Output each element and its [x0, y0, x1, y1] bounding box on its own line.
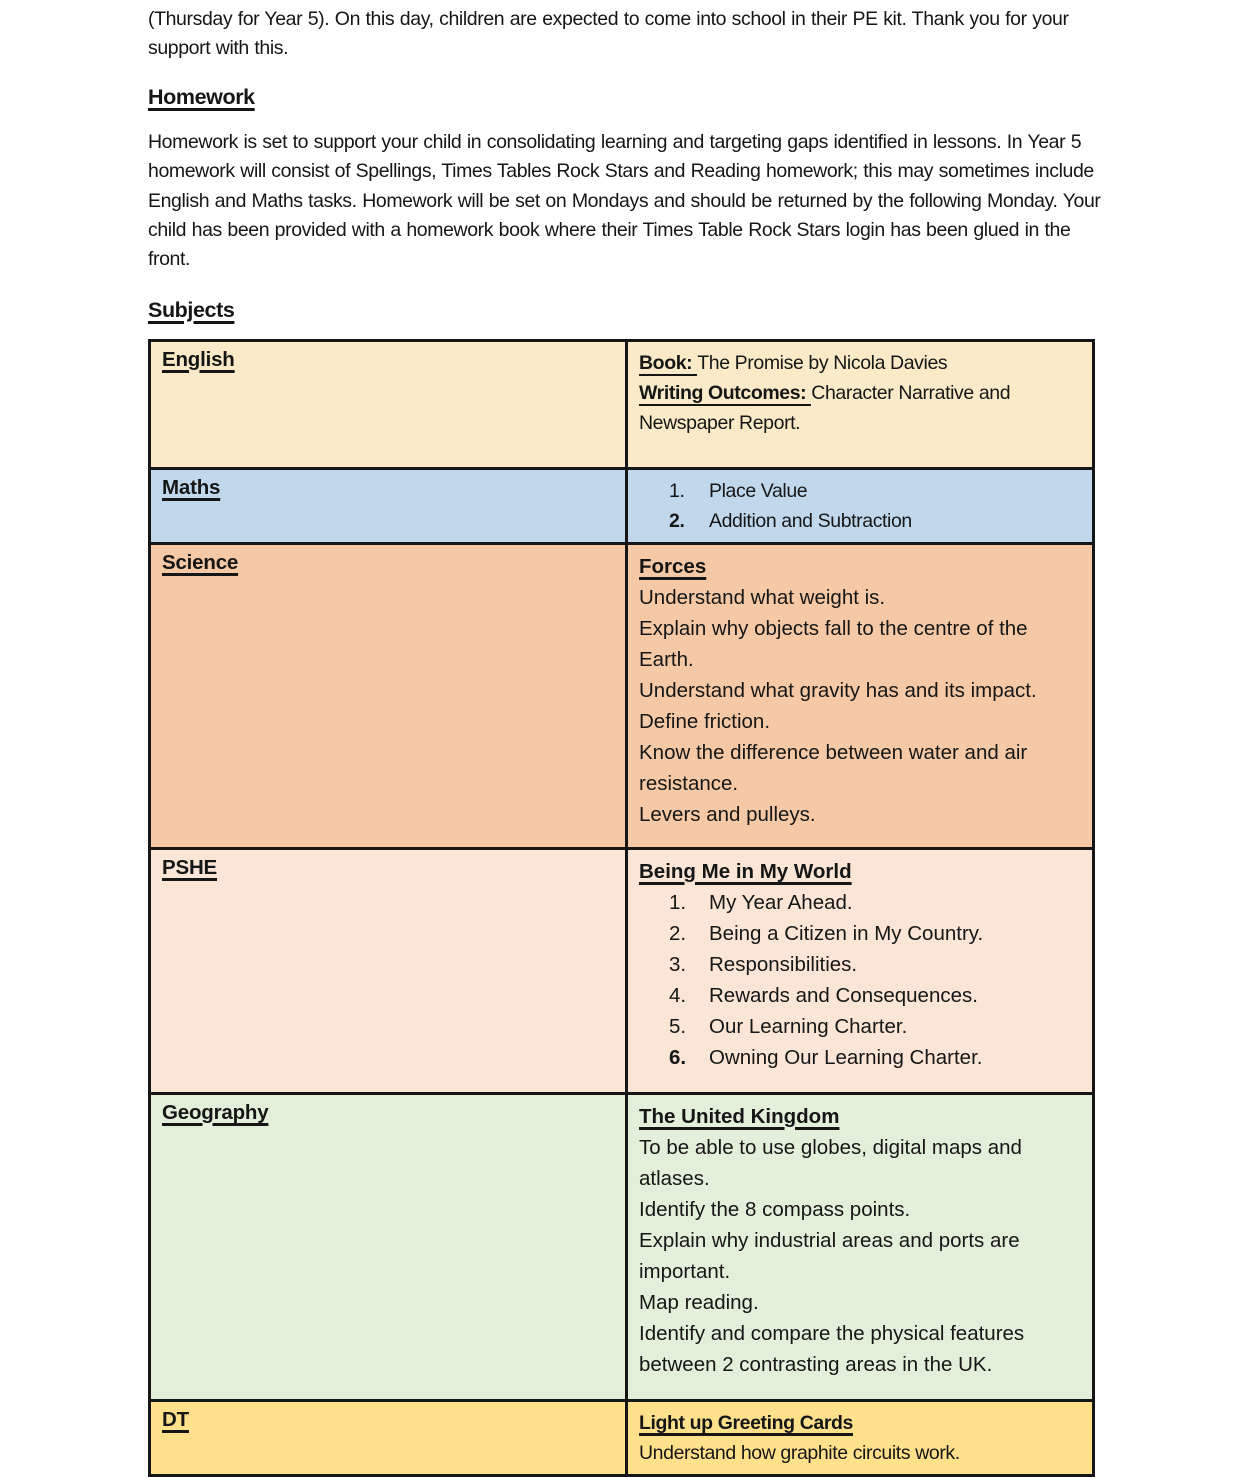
list-item-number: 1.	[669, 479, 685, 502]
table-row	[150, 1093, 1094, 1400]
list-item	[669, 918, 1082, 949]
list-item-text: Being a Citizen in My Country.	[709, 921, 984, 945]
subject-content-cell	[627, 340, 1094, 468]
list-item	[669, 506, 1082, 536]
cell-title: Light up Greeting Cards	[639, 1411, 853, 1434]
table-row	[150, 848, 1094, 1093]
list-item-number: 6.	[669, 1045, 687, 1069]
subject-label: PSHE	[162, 855, 218, 879]
content-line: To be able to use globes, digital maps and atlases.	[639, 1135, 1022, 1190]
subject-label: English	[162, 347, 235, 371]
numbered-list	[669, 887, 1082, 1073]
homework-paragraph: Homework is set to support your child in consolidating learning and targeting gaps identified in lessons. In Year 5 homework will consist of Spellings, Times Tables Rock Stars and Reading homework; this may sometimes include English and Maths tasks. Homework will be set on Mondays and should be returned by the following Monday. Your child has been provided with a homework book where their Times Table Rock Stars login has been glued in the front.	[148, 130, 1101, 271]
cell-title: The United Kingdom	[639, 1104, 840, 1128]
cell-title: Being Me in My World	[639, 859, 852, 883]
table-row	[150, 543, 1094, 848]
subject-cell	[150, 848, 627, 1093]
list-item-number: 5.	[669, 1014, 687, 1038]
list-item-text: Owning Our Learning Charter.	[709, 1045, 983, 1069]
subject-content-cell	[627, 543, 1094, 848]
content-line: Know the difference between water and air resistance.	[639, 740, 1028, 795]
list-item-text: Place Value	[709, 479, 808, 502]
subject-content-cell	[627, 1400, 1094, 1475]
subjects-heading: Subjects	[148, 297, 235, 322]
subject-label: DT	[162, 1407, 189, 1431]
content-line: Explain why objects fall to the centre of the Earth.	[639, 616, 1028, 671]
subject-label: Maths	[162, 475, 221, 499]
subject-label: Science	[162, 550, 239, 574]
table-row	[150, 468, 1094, 543]
subjects-table	[148, 339, 1095, 1477]
subjects-table-body	[150, 340, 1094, 1475]
list-item-text: Our Learning Charter.	[709, 1014, 908, 1038]
intro-paragraph: (Thursday for Year 5). On this day, children are expected to come into school in their PE kit. Thank you for your support with this.	[148, 8, 1069, 60]
subject-label: Geography	[162, 1100, 269, 1124]
line-text: The Promise by Nicola Davies	[697, 351, 948, 374]
content-line: Identify and compare the physical features between 2 contrasting areas in the UK.	[639, 1321, 1025, 1376]
list-item-number: 2.	[669, 921, 687, 945]
list-item-number: 1.	[669, 890, 687, 914]
subject-cell	[150, 468, 627, 543]
table-row	[150, 1400, 1094, 1475]
labeled-line	[639, 378, 1082, 438]
list-item-number: 2.	[669, 509, 685, 532]
subject-cell	[150, 543, 627, 848]
list-item-text: Addition and Subtraction	[709, 509, 912, 532]
list-item-text: Rewards and Consequences.	[709, 983, 978, 1007]
line-label: Writing Outcomes:	[639, 381, 812, 404]
list-item	[669, 980, 1082, 1011]
content-line: Identify the 8 compass points.	[639, 1197, 911, 1221]
list-item-number: 3.	[669, 952, 687, 976]
subject-cell	[150, 1093, 627, 1400]
list-item	[669, 949, 1082, 980]
list-item	[669, 887, 1082, 918]
line-label: Book:	[639, 351, 698, 374]
table-row	[150, 340, 1094, 468]
subject-content-cell	[627, 848, 1094, 1093]
content-line: Map reading.	[639, 1290, 759, 1314]
content-line: Define friction.	[639, 709, 771, 733]
content-line: Understand what gravity has and its impact.	[639, 678, 1037, 702]
subject-cell	[150, 1400, 627, 1475]
content-line: Understand what weight is.	[639, 585, 886, 609]
list-item	[669, 1042, 1082, 1073]
list-item-number: 4.	[669, 983, 687, 1007]
content-line: Levers and pulleys.	[639, 802, 816, 826]
subject-cell	[150, 340, 627, 468]
cell-title: Forces	[639, 554, 707, 578]
content-line: Explain why industrial areas and ports are important.	[639, 1228, 1020, 1283]
list-item	[669, 476, 1082, 506]
labeled-line	[639, 348, 1082, 378]
list-item	[669, 1011, 1082, 1042]
list-item-text: Responsibilities.	[709, 952, 858, 976]
content-line: Understand how graphite circuits work.	[639, 1441, 960, 1464]
homework-heading: Homework	[148, 84, 255, 109]
subject-content-cell	[627, 1093, 1094, 1400]
subject-content-cell	[627, 468, 1094, 543]
line-text: Character Narrative and Newspaper Report.	[639, 381, 1011, 434]
numbered-list	[669, 476, 1082, 536]
list-item-text: My Year Ahead.	[709, 890, 853, 914]
